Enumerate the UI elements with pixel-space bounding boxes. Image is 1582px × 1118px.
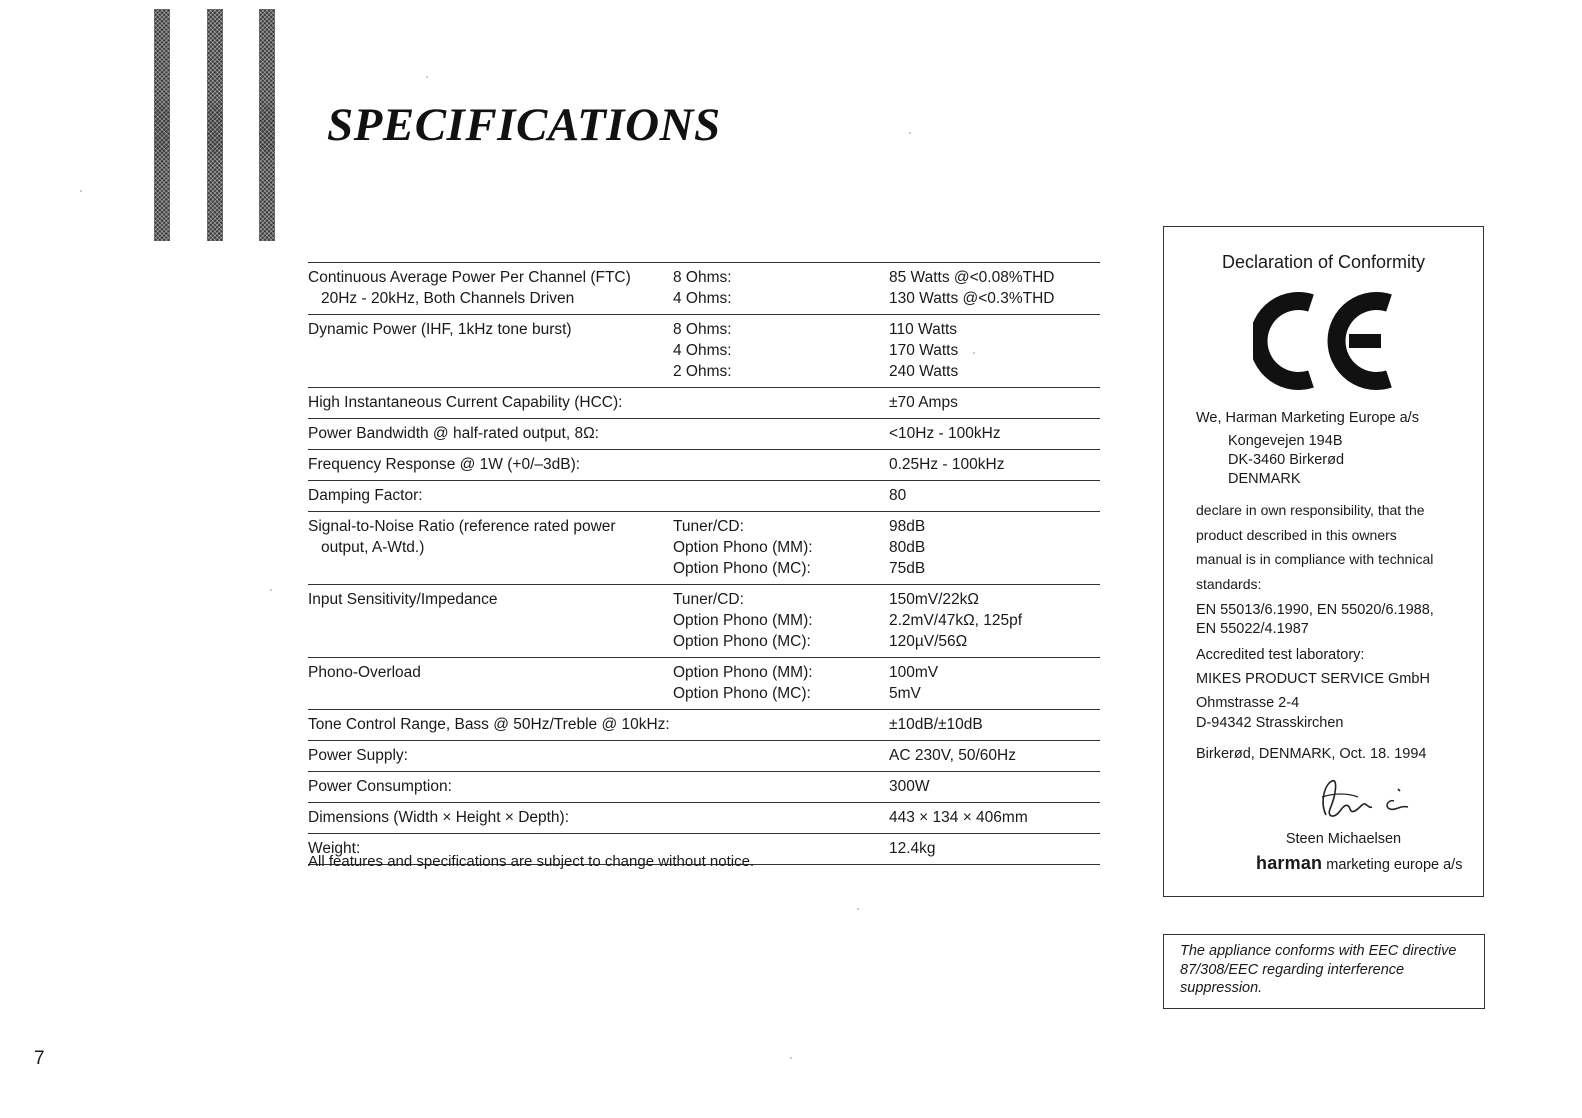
spec-value-cell — [889, 714, 1100, 735]
spec-label: Power Supply: — [308, 747, 408, 764]
spec-value: 75dB — [889, 560, 926, 577]
lab-line: MIKES PRODUCT SERVICE GmbH — [1196, 671, 1430, 687]
harman-logo: harman — [1256, 853, 1323, 873]
spec-condition: Option Phono (MM): — [673, 664, 813, 681]
spec-value: 80dB — [889, 539, 926, 556]
spec-condition-cell — [673, 807, 889, 828]
spec-row — [308, 263, 1100, 315]
spec-condition: Option Phono (MM): — [673, 612, 813, 629]
spec-condition: Option Phono (MC): — [673, 685, 811, 702]
spec-row — [308, 803, 1100, 834]
lab-line: Ohmstrasse 2-4 — [1196, 695, 1300, 711]
spec-condition-cell — [673, 662, 889, 704]
page-title: SPECIFICATIONS — [327, 99, 721, 151]
spec-label: Dimensions (Width × Height × Depth): — [308, 809, 570, 826]
spec-row — [308, 450, 1100, 481]
spec-value: 100mV — [889, 664, 939, 681]
spec-condition-cell — [673, 392, 889, 413]
statement-line: product described in this owners — [1196, 527, 1397, 543]
spec-label-cell — [308, 454, 673, 475]
spec-value: 80 — [889, 487, 907, 504]
spec-value: 110 Watts — [889, 321, 958, 338]
spec-label: Frequency Response @ 1W (+0/–3dB): — [308, 456, 581, 473]
spec-condition: Option Phono (MC): — [673, 560, 811, 577]
spec-condition-cell — [673, 589, 889, 652]
spec-condition: 4 Ohms: — [673, 290, 732, 307]
eec-line: The appliance conforms with EEC directive — [1180, 943, 1457, 959]
eec-line: 87/308/EEC regarding interference — [1180, 961, 1405, 978]
eec-line: suppression. — [1180, 980, 1263, 996]
spec-value: 240 Watts — [889, 363, 959, 380]
signer-name: Steen Michaelsen — [1285, 831, 1402, 847]
spec-row — [308, 315, 1100, 388]
spec-label: High Instantaneous Current Capability (HCC): — [308, 394, 623, 411]
spec-value: AC 230V, 50/60Hz — [889, 747, 1016, 764]
spec-row — [308, 772, 1100, 803]
spec-value-cell — [889, 807, 1100, 828]
spec-label-cell — [308, 714, 673, 735]
spec-value-cell — [889, 589, 1100, 652]
spec-condition: Tuner/CD: — [673, 591, 744, 608]
spec-label-cell — [308, 516, 673, 579]
spec-label: Signal-to-Noise Ratio (reference rated power — [308, 518, 616, 535]
spec-label-cell — [308, 267, 673, 309]
spec-value-cell — [889, 454, 1100, 475]
decorative-bar — [259, 9, 275, 241]
decorative-bar — [154, 9, 170, 241]
spec-value-cell — [889, 838, 1100, 859]
spec-value: 300W — [889, 778, 930, 795]
spec-condition: 8 Ohms: — [673, 269, 732, 286]
spec-value: 170 Watts — [889, 342, 959, 359]
signature — [1314, 775, 1422, 827]
spec-value-cell — [889, 392, 1100, 413]
declaration-of-conformity — [1163, 226, 1484, 897]
address-line: DK-3460 Birkerød — [1228, 452, 1345, 468]
spec-table — [308, 262, 1100, 865]
spec-label: Continuous Average Power Per Channel (FTC) — [308, 269, 631, 286]
spec-label-cell — [308, 776, 673, 797]
spec-row — [308, 710, 1100, 741]
spec-row — [308, 481, 1100, 512]
spec-condition-cell — [673, 485, 889, 506]
spec-condition-cell — [673, 319, 889, 382]
spec-value: 98dB — [889, 518, 926, 535]
spec-condition-cell — [673, 267, 889, 309]
spec-value: 150mV/22kΩ — [889, 591, 979, 608]
spec-value-cell — [889, 423, 1100, 444]
spec-condition: Option Phono (MM): — [673, 539, 813, 556]
spec-label-cell — [308, 319, 673, 382]
spec-value: 85 Watts @<0.08%THD — [889, 269, 1055, 286]
spec-label: Power Consumption: — [308, 778, 452, 795]
spec-row — [308, 388, 1100, 419]
spec-value: <10Hz - 100kHz — [889, 425, 1001, 442]
spec-condition: 4 Ohms: — [673, 342, 732, 359]
spec-value-cell — [889, 745, 1100, 766]
spec-condition-cell — [673, 745, 889, 766]
spec-condition-cell — [673, 423, 889, 444]
spec-value-cell — [889, 319, 1100, 382]
spec-label-cell — [308, 392, 673, 413]
spec-value: 2.2mV/47kΩ, 125pf — [889, 612, 1023, 629]
spec-condition-cell — [673, 714, 889, 735]
spec-condition: Tuner/CD: — [673, 518, 744, 535]
spec-value: ±10dB/±10dB — [889, 716, 983, 733]
spec-value-cell — [889, 267, 1100, 309]
statement-line: declare in own responsibility, that the — [1196, 502, 1425, 518]
eec-notice — [1163, 934, 1485, 1009]
spec-value: 12.4kg — [889, 840, 936, 857]
spec-label-cell — [308, 662, 673, 704]
spec-label: Tone Control Range, Bass @ 50Hz/Treble @ 10kHz: — [308, 716, 670, 733]
declaration-title: Declaration of Conformity — [1221, 252, 1426, 272]
declaration-we: We, Harman Marketing Europe a/s — [1196, 410, 1419, 426]
spec-row — [308, 585, 1100, 658]
address-line: Kongevejen 194B — [1228, 433, 1343, 449]
spec-label-cell — [308, 745, 673, 766]
spec-row — [308, 512, 1100, 585]
spec-value: 0.25Hz - 100kHz — [889, 456, 1005, 473]
spec-label-cell — [308, 589, 673, 652]
standards-line: EN 55022/4.1987 — [1196, 621, 1309, 637]
address-line: DENMARK — [1228, 471, 1301, 487]
ce-mark-logo — [1253, 289, 1395, 393]
spec-label: Damping Factor: — [308, 487, 423, 504]
spec-value-cell — [889, 516, 1100, 579]
spec-condition: Option Phono (MC): — [673, 633, 811, 650]
spec-condition: 2 Ohms: — [673, 363, 732, 380]
spec-value-cell — [889, 662, 1100, 704]
spec-value-cell — [889, 485, 1100, 506]
spec-label: output, A-Wtd.) — [321, 539, 425, 556]
decorative-bar — [207, 9, 223, 241]
spec-value: 130 Watts @<0.3%THD — [889, 290, 1055, 307]
spec-row — [308, 419, 1100, 450]
spec-value: 443 × 134 × 406mm — [889, 809, 1028, 826]
spec-label-cell — [308, 807, 673, 828]
standards-line: EN 55013/6.1990, EN 55020/6.1988, — [1196, 602, 1434, 618]
page-number: 7 — [34, 1048, 45, 1069]
spec-condition-cell — [673, 516, 889, 579]
spec-condition: 8 Ohms: — [673, 321, 732, 338]
spec-label-cell — [308, 423, 673, 444]
spec-value-cell — [889, 776, 1100, 797]
spec-label: Phono-Overload — [308, 664, 421, 681]
spec-row — [308, 741, 1100, 772]
company-line — [1256, 853, 1462, 874]
spec-row — [308, 658, 1100, 710]
spec-label: 20Hz - 20kHz, Both Channels Driven — [321, 290, 575, 307]
spec-condition-cell — [673, 454, 889, 475]
company-text: marketing europe a/s — [1326, 857, 1463, 873]
spec-label: Input Sensitivity/Impedance — [308, 591, 498, 608]
spec-value: ±70 Amps — [889, 394, 958, 411]
place-date: Birkerød, DENMARK, Oct. 18. 1994 — [1196, 746, 1427, 762]
spec-value: 5mV — [889, 685, 921, 702]
statement-line: standards: — [1196, 576, 1262, 592]
spec-note: All features and specifications are subject to change without notice. — [308, 853, 755, 870]
statement-line: manual is in compliance with technical — [1196, 551, 1434, 567]
spec-condition-cell — [673, 776, 889, 797]
spec-label-cell — [308, 485, 673, 506]
lab-line: D-94342 Strasskirchen — [1196, 715, 1344, 731]
spec-label: Weight: — [308, 840, 361, 857]
spec-label: Dynamic Power (IHF, 1kHz tone burst) — [308, 321, 572, 338]
spec-value: 120µV/56Ω — [889, 633, 968, 650]
spec-label: Power Bandwidth @ half-rated output, 8Ω: — [308, 425, 599, 442]
lab-label: Accredited test laboratory: — [1196, 647, 1365, 663]
